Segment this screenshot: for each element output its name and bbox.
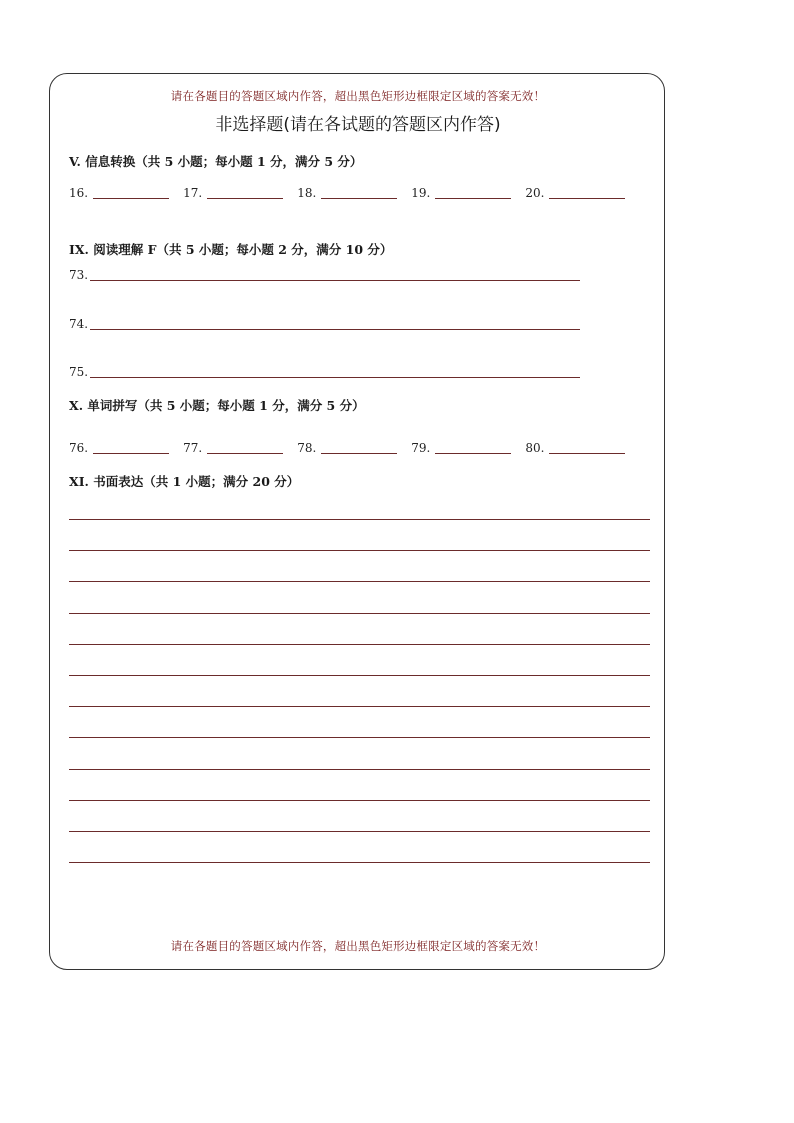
section-v-heading: V. 信息转换（共 5 小题；每小题 1 分，满分 5 分）	[69, 154, 363, 169]
essay-writing-line[interactable]	[69, 644, 650, 645]
essay-writing-line[interactable]	[69, 675, 650, 676]
blank-item-77	[183, 441, 283, 455]
blank-item-76	[69, 441, 169, 455]
long-answer-73	[69, 268, 580, 282]
blank-item-18	[297, 186, 397, 200]
section-v-blanks	[69, 186, 639, 200]
essay-writing-line[interactable]	[69, 613, 650, 614]
answer-sheet-frame	[49, 73, 665, 970]
blank-number: 79.	[411, 441, 431, 455]
answer-blank-18[interactable]	[321, 197, 397, 199]
answer-blank-16[interactable]	[93, 197, 169, 199]
answer-blank-76[interactable]	[93, 452, 169, 454]
answer-blank-20[interactable]	[549, 197, 625, 199]
long-answer-74	[69, 317, 580, 331]
answer-number: 73.	[69, 268, 89, 282]
notice-bottom: 请在各题目的答题区域内作答，超出黑色矩形边框限定区域的答案无效！	[170, 939, 546, 953]
answer-blank-19[interactable]	[435, 197, 511, 199]
essay-writing-line[interactable]	[69, 550, 650, 551]
section-ix-heading: IX. 阅读理解 F（共 5 小题；每小题 2 分，满分 10 分）	[69, 242, 393, 257]
answer-blank-80[interactable]	[549, 452, 625, 454]
section-x-heading: X. 单词拼写（共 5 小题；每小题 1 分，满分 5 分）	[69, 398, 365, 413]
answer-blank-78[interactable]	[321, 452, 397, 454]
blank-number: 80.	[525, 441, 545, 455]
notice-top: 请在各题目的答题区域内作答，超出黑色矩形边框限定区域的答案无效！	[170, 89, 546, 103]
blank-number: 76.	[69, 441, 89, 455]
answer-blank-77[interactable]	[207, 452, 283, 454]
sheet-title: 非选择题(请在各试题的答题区内作答)	[215, 115, 501, 135]
blank-item-78	[297, 441, 397, 455]
essay-writing-line[interactable]	[69, 862, 650, 863]
blank-number: 77.	[183, 441, 203, 455]
blank-item-19	[411, 186, 511, 200]
blank-number: 16.	[69, 186, 89, 200]
answer-line-75[interactable]	[90, 377, 580, 378]
essay-writing-line[interactable]	[69, 519, 650, 520]
section-x-blanks	[69, 441, 639, 455]
answer-blank-17[interactable]	[207, 197, 283, 199]
blank-item-79	[411, 441, 511, 455]
answer-number: 74.	[69, 317, 89, 331]
blank-number: 20.	[525, 186, 545, 200]
blank-number: 19.	[411, 186, 431, 200]
blank-number: 18.	[297, 186, 317, 200]
long-answer-75	[69, 365, 580, 379]
essay-writing-line[interactable]	[69, 769, 650, 770]
blank-number: 78.	[297, 441, 317, 455]
answer-line-74[interactable]	[90, 329, 580, 330]
essay-writing-line[interactable]	[69, 706, 650, 707]
answer-blank-79[interactable]	[435, 452, 511, 454]
essay-writing-line[interactable]	[69, 581, 650, 582]
blank-item-80	[525, 441, 625, 455]
blank-item-20	[525, 186, 625, 200]
essay-writing-line[interactable]	[69, 800, 650, 801]
section-xi-heading: XI. 书面表达（共 1 小题；满分 20 分）	[69, 474, 300, 489]
blank-number: 17.	[183, 186, 203, 200]
essay-writing-line[interactable]	[69, 831, 650, 832]
essay-writing-line[interactable]	[69, 737, 650, 738]
answer-number: 75.	[69, 365, 89, 379]
blank-item-17	[183, 186, 283, 200]
blank-item-16	[69, 186, 169, 200]
answer-line-73[interactable]	[90, 280, 580, 281]
